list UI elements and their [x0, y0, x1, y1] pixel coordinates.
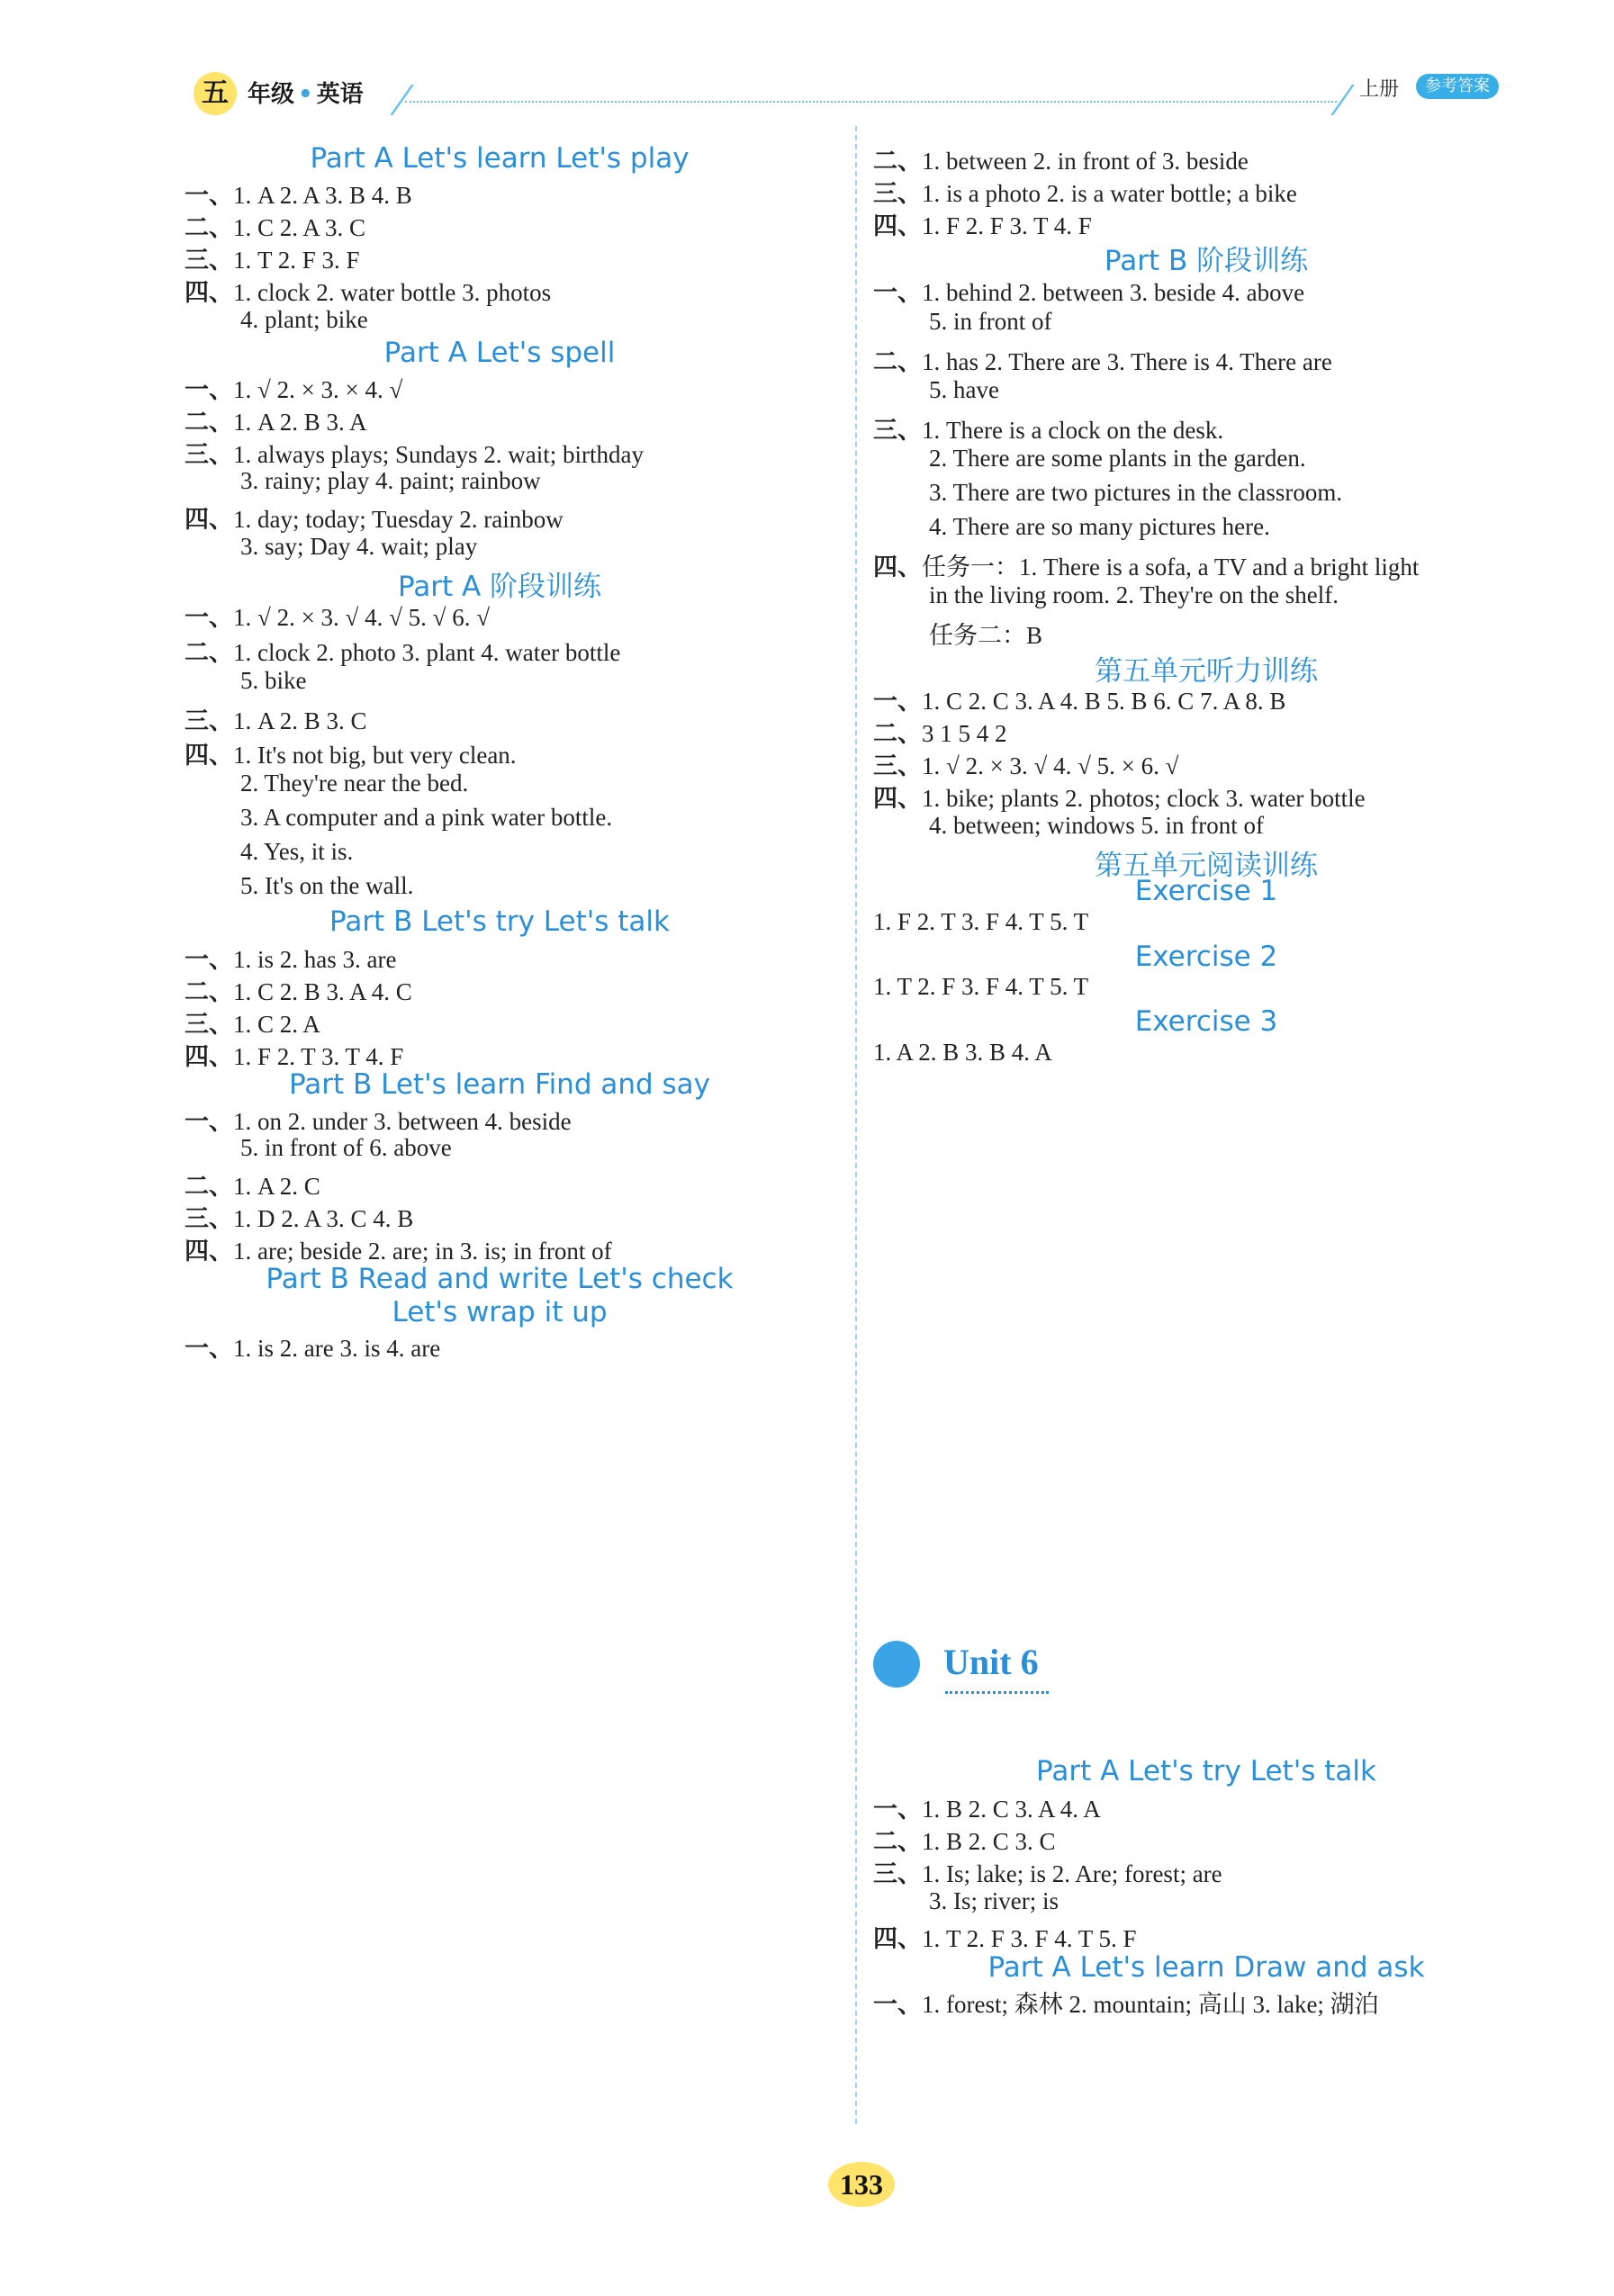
- answer-text: 1. C 2. C 3. A 4. B 5. B 6. C 7. A 8. B: [922, 688, 1286, 715]
- answer-text: 1. clock 2. photo 3. plant 4. water bottle: [233, 639, 621, 666]
- answer-continuation: 4. Yes, it is.: [240, 838, 354, 865]
- question-number: 四、: [873, 212, 922, 240]
- answer-line: 1. T 2. F 3. F 4. T 5. T: [873, 973, 1089, 1000]
- answer-continuation: 3. rainy; play 4. paint; rainbow: [240, 467, 541, 494]
- answer-text: 1. B 2. C 3. A 4. A: [922, 1796, 1101, 1823]
- question-number: 一、: [185, 1335, 233, 1363]
- question-number: 一、: [873, 279, 922, 307]
- answer-line: [185, 1231, 612, 1266]
- question-number: 二、: [185, 639, 233, 667]
- answer-text: 1. A 2. B 3. C: [233, 707, 367, 734]
- section-heading: Part A Let's spell: [383, 337, 616, 369]
- answer-line: [185, 402, 367, 437]
- answer-line: [185, 1004, 320, 1040]
- header-slash-right: [1330, 85, 1355, 115]
- answer-text: 1. F 2. T 3. T 4. F: [233, 1043, 404, 1070]
- question-number: 三、: [185, 1011, 233, 1039]
- question-number: 一、: [873, 1991, 922, 2019]
- answer-text: 1. forest; 森林 2. mountain; 高山 3. lake; 湖泊: [922, 1991, 1379, 2018]
- question-number: 三、: [185, 1205, 233, 1233]
- question-number: 三、: [185, 247, 233, 275]
- volume-label: 上册: [1359, 78, 1400, 101]
- answer-line: [873, 342, 1332, 377]
- section-heading: Exercise 3: [1134, 1005, 1278, 1038]
- answer-line: [185, 701, 367, 736]
- answer-line: [873, 1789, 1101, 1824]
- column-divider: [855, 126, 857, 2124]
- question-number: 二、: [873, 720, 922, 748]
- answer-line: [873, 206, 1092, 241]
- answer-continuation: 4. plant; bike: [240, 306, 368, 333]
- answer-line: [873, 714, 1007, 749]
- answers-badge: 参考答案: [1416, 74, 1499, 99]
- question-number: 三、: [185, 707, 233, 735]
- answer-text: 1. clock 2. water bottle 3. photos: [233, 279, 552, 306]
- question-number: 一、: [185, 946, 233, 974]
- question-number: 一、: [185, 182, 233, 210]
- question-number: 三、: [185, 441, 233, 469]
- question-number: 四、: [185, 506, 233, 534]
- answer-continuation: 5. in front of 6. above: [240, 1134, 452, 1161]
- unit-underline: [945, 1691, 1049, 1694]
- answer-continuation: 5. in front of: [929, 308, 1052, 335]
- answer-text: 1. It's not big, but very clean.: [233, 742, 517, 769]
- answer-text: 1. A 2. B 3. A: [233, 409, 367, 436]
- answer-line: [185, 633, 620, 668]
- subject-label: 英语: [316, 81, 364, 108]
- answer-text: 1. There is a clock on the desk.: [922, 417, 1224, 444]
- answer-text: 1. behind 2. between 3. beside 4. above: [922, 279, 1305, 306]
- question-number: 四、: [873, 554, 922, 581]
- answer-text: 1. is 2. has 3. are: [233, 946, 397, 973]
- section-heading: Part B Let's learn Find and say: [288, 1068, 711, 1101]
- answer-text: 1. √ 2. × 3. × 4. √: [233, 376, 403, 403]
- section-heading: Exercise 2: [1134, 941, 1278, 973]
- answer-line: [873, 746, 1178, 781]
- answer-text: 1. F 2. F 3. T 4. F: [922, 212, 1092, 239]
- answer-line: [185, 598, 490, 633]
- answer-text: 1. T 2. F 3. F 4. T 5. F: [922, 1925, 1137, 1952]
- grade-label: 年级: [248, 81, 295, 108]
- answer-line: [185, 940, 396, 975]
- answer-continuation: 2. There are some plants in the garden.: [929, 445, 1306, 472]
- answer-line: [873, 273, 1304, 308]
- answer-line: [185, 273, 551, 308]
- question-number: 二、: [185, 1173, 233, 1201]
- section-heading: Part B 阶段训练: [1104, 245, 1309, 277]
- answer-text: 3 1 5 4 2: [922, 720, 1007, 747]
- answer-line: [873, 410, 1223, 446]
- answer-continuation: 5. It's on the wall.: [240, 872, 414, 899]
- question-number: 二、: [185, 978, 233, 1006]
- page-header: [185, 67, 1517, 121]
- question-number: 二、: [873, 1828, 922, 1856]
- section-heading: Part A Let's learn Draw and ask: [987, 1951, 1425, 1984]
- question-number: 二、: [873, 348, 922, 376]
- question-number: 一、: [185, 604, 233, 632]
- answer-line: [873, 1822, 1056, 1857]
- header-slash-left: [390, 85, 414, 115]
- question-number: 四、: [185, 1238, 233, 1265]
- grade-badge: 五: [194, 72, 237, 115]
- answer-line: [185, 176, 412, 211]
- section-heading: 第五单元阅读训练: [1095, 850, 1318, 882]
- answer-continuation: 3. There are two pictures in the classroom.: [929, 479, 1343, 506]
- answer-text: 1. A 2. A 3. B 4. B: [233, 182, 412, 209]
- answer-line: [185, 240, 360, 275]
- answer-line: [185, 1328, 440, 1364]
- section-heading: Part A Let's learn Let's play: [310, 142, 690, 175]
- answer-line: [185, 1037, 403, 1072]
- answer-line: [185, 1102, 572, 1137]
- answer-line: 1. A 2. B 3. B 4. A: [873, 1039, 1052, 1066]
- page-number: 133: [828, 2162, 895, 2207]
- answer-text: 任务一：1. There is a sofa, a TV and a bright light: [922, 554, 1420, 581]
- answer-text: 1. A 2. C: [233, 1173, 320, 1200]
- answer-line: [873, 1985, 1379, 2020]
- answer-text: 1. is 2. are 3. is 4. are: [233, 1335, 441, 1362]
- answer-text: 1. √ 2. × 3. √ 4. √ 5. × 6. √: [922, 752, 1179, 779]
- grade-subject: 年级 • 英语: [248, 81, 364, 108]
- answer-text: 1. are; beside 2. are; in 3. is; in front of: [233, 1238, 612, 1265]
- section-heading: Part B Read and write Let's check: [266, 1263, 734, 1295]
- answer-line: [185, 1199, 413, 1234]
- answer-continuation: 4. There are so many pictures here.: [929, 513, 1270, 540]
- question-number: 二、: [873, 148, 922, 176]
- answer-text: 1. day; today; Tuesday 2. rainbow: [233, 506, 564, 533]
- answer-text: 1. has 2. There are 3. There is 4. There are: [922, 348, 1332, 375]
- answer-text: 1. √ 2. × 3. √ 4. √ 5. √ 6. √: [233, 604, 491, 631]
- question-number: 四、: [185, 1043, 233, 1071]
- question-number: 一、: [185, 1108, 233, 1136]
- question-number: 一、: [185, 376, 233, 404]
- section-heading: 第五单元听力训练: [1095, 655, 1318, 688]
- question-number: 四、: [873, 785, 922, 813]
- header-dotted-rule: [405, 101, 1337, 103]
- unit-title-text: Unit 6: [943, 1642, 1039, 1682]
- answer-line: [185, 735, 517, 770]
- question-number: 二、: [185, 214, 233, 242]
- question-number: 一、: [873, 688, 922, 716]
- question-number: 四、: [185, 279, 233, 307]
- section-heading: Exercise 1: [1134, 875, 1278, 907]
- question-number: 三、: [873, 417, 922, 445]
- answer-line: [185, 435, 644, 470]
- question-number: 一、: [873, 1796, 922, 1823]
- answer-line: [873, 174, 1297, 209]
- question-number: 三、: [873, 180, 922, 208]
- question-number: 三、: [873, 752, 922, 780]
- answer-continuation: 3. A computer and a pink water bottle.: [240, 804, 613, 831]
- answer-text: 1. C 2. B 3. A 4. C: [233, 978, 412, 1005]
- answer-line: [873, 1919, 1137, 1954]
- answer-text: 1. Is; lake; is 2. Are; forest; are: [922, 1860, 1222, 1887]
- answer-text: 1. always plays; Sundays 2. wait; birthday: [233, 441, 644, 468]
- answer-text: 1. B 2. C 3. C: [922, 1828, 1056, 1855]
- answer-continuation: 4. between; windows 5. in front of: [929, 812, 1264, 839]
- answer-line: [185, 1166, 320, 1202]
- answer-continuation: 2. They're near the bed.: [240, 770, 469, 797]
- answer-line: [185, 208, 365, 243]
- section-heading: Part B Let's try Let's talk: [329, 905, 670, 938]
- answer-line: [873, 681, 1285, 716]
- answer-line: [185, 972, 412, 1007]
- answer-line: [873, 547, 1419, 582]
- answer-line: [873, 779, 1366, 814]
- answer-continuation: 任务二：B: [929, 622, 1043, 649]
- answer-text: 1. between 2. in front of 3. beside: [922, 148, 1249, 175]
- answer-continuation: 5. have: [929, 376, 999, 403]
- answer-continuation: in the living room. 2. They're on the shelf.: [929, 581, 1339, 608]
- answer-continuation: 5. bike: [240, 667, 307, 694]
- answer-continuation: 3. say; Day 4. wait; play: [240, 533, 478, 560]
- section-heading: Part A 阶段训练: [397, 571, 602, 603]
- answer-line: 1. F 2. T 3. F 4. T 5. T: [873, 908, 1089, 935]
- answer-text: 1. on 2. under 3. between 4. beside: [233, 1108, 572, 1135]
- answer-continuation: 3. Is; river; is: [929, 1887, 1059, 1914]
- question-number: 二、: [185, 409, 233, 437]
- unit-dot-icon: [873, 1641, 920, 1688]
- answer-text: 1. is a photo 2. is a water bottle; a bike: [922, 180, 1297, 207]
- answer-line: [873, 141, 1249, 176]
- answer-line: [185, 370, 402, 405]
- answer-line: [873, 1854, 1222, 1889]
- answer-text: 1. bike; plants 2. photos; clock 3. water bottle: [922, 785, 1366, 812]
- answer-text: 1. C 2. A 3. C: [233, 214, 366, 241]
- question-number: 四、: [873, 1925, 922, 1953]
- section-heading: Let's wrap it up: [392, 1296, 608, 1328]
- question-number: 四、: [185, 742, 233, 770]
- section-heading: Part A Let's try Let's talk: [1036, 1755, 1376, 1787]
- answer-text: 1. D 2. A 3. C 4. B: [233, 1205, 414, 1232]
- answer-text: 1. T 2. F 3. F: [233, 247, 360, 274]
- answer-line: [185, 500, 564, 535]
- question-number: 三、: [873, 1860, 922, 1888]
- answer-text: 1. C 2. A: [233, 1011, 320, 1038]
